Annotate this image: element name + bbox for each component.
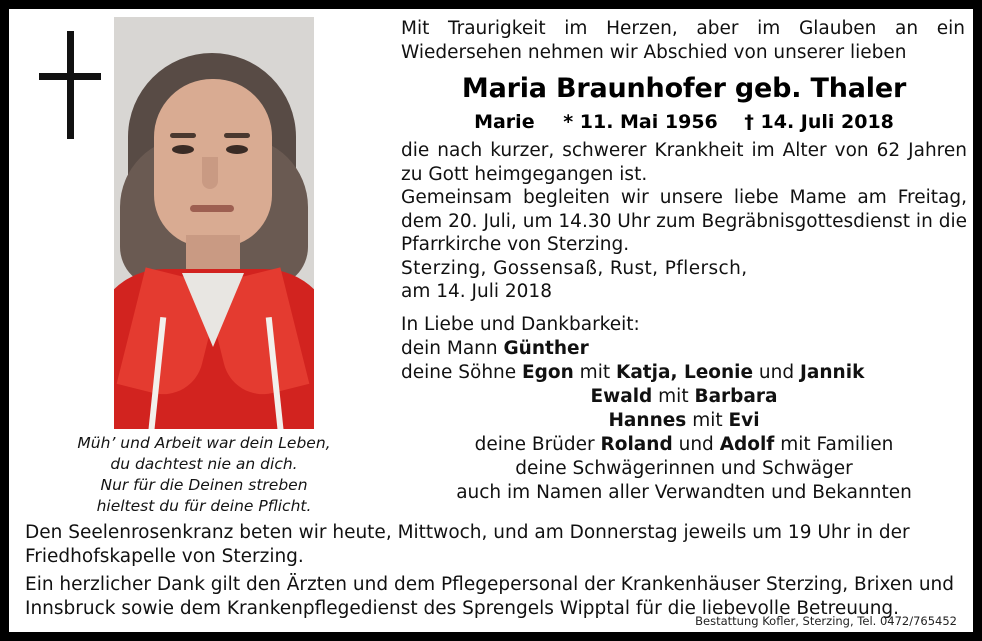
deceased-name: Maria Braunhofer geb. Thaler xyxy=(461,73,907,104)
portrait-mouth xyxy=(190,205,234,212)
family-member-name: Katja, Leonie xyxy=(615,361,754,383)
family-text: mit xyxy=(686,409,729,431)
bottom-section xyxy=(25,521,955,621)
family-text: und xyxy=(672,433,720,455)
family-member-name: Hannes xyxy=(608,409,687,431)
places-line: Sterzing, Gossensaß, Rust, Pflersch, xyxy=(401,257,748,279)
death-date: † 14. Juli 2018 xyxy=(744,111,894,133)
life-dates xyxy=(401,111,967,133)
family-line xyxy=(401,433,967,457)
cross-icon xyxy=(39,31,101,139)
family-lines xyxy=(401,337,967,505)
portrait-nose xyxy=(202,157,218,189)
family-text: deine Söhne xyxy=(401,361,523,383)
family-text: auch im Namen aller Verwandten und Bekannten xyxy=(456,481,912,503)
family-text: mit xyxy=(573,361,616,383)
memorial-verse xyxy=(9,433,399,517)
family-member-name: Barbara xyxy=(694,385,778,407)
family-text: deine Brüder xyxy=(474,433,601,455)
cross-horizontal-bar xyxy=(39,73,101,80)
rosary-text: Den Seelenrosenkranz beten wir heute, Mittwoch, und am Donnerstag jeweils um 19 Uhr in der Friedhofskapelle von Sterzing. xyxy=(25,522,910,567)
obituary-card xyxy=(9,9,973,632)
verse-line: hieltest du für deine Pflicht. xyxy=(96,497,312,515)
family-line xyxy=(401,337,967,361)
family-list xyxy=(401,313,967,505)
funeral-home-credit: Bestattung Kofler, Sterzing, Tel. 0472/765452 xyxy=(695,614,957,628)
family-line xyxy=(401,409,967,433)
family-line xyxy=(401,481,967,505)
verse-line: du dachtest nie an dich. xyxy=(110,455,298,473)
place-date-line: am 14. Juli 2018 xyxy=(401,281,552,302)
paragraph-funeral: Gemeinsam begleiten wir unsere liebe Mame am Freitag, dem 20. Juli, um 14.30 Uhr zum Begräbnisgottesdienst in die Pfarrkirche von Sterzing. xyxy=(401,187,967,255)
portrait-eyebrow-right xyxy=(224,133,250,138)
family-text: dein Mann xyxy=(401,337,504,359)
cross-vertical-bar xyxy=(67,31,74,139)
family-member-name: Adolf xyxy=(719,433,775,455)
family-member-name: Jannik xyxy=(800,361,865,383)
family-line xyxy=(401,361,967,385)
family-heading: In Liebe und Dankbarkeit: xyxy=(401,313,640,335)
family-text: mit Familien xyxy=(774,433,894,455)
family-member-name: Ewald xyxy=(590,385,653,407)
family-member-name: Günther xyxy=(503,337,589,359)
portrait-eye-right xyxy=(226,145,248,154)
family-text: und xyxy=(753,361,801,383)
birth-date: * 11. Mai 1956 xyxy=(563,111,718,133)
family-member-name: Egon xyxy=(522,361,574,383)
verse-line: Nur für die Deinen streben xyxy=(100,476,308,494)
portrait-eye-left xyxy=(172,145,194,154)
family-member-name: Roland xyxy=(600,433,673,455)
family-text: mit xyxy=(652,385,695,407)
notice-body xyxy=(401,139,967,304)
portrait-eyebrow-left xyxy=(170,133,196,138)
nickname: Marie xyxy=(474,111,535,133)
paragraph-illness: die nach kurzer, schwerer Krankheit im Alter von 62 Jahren zu Gott heimgegangen ist. xyxy=(401,140,967,185)
thanks-text: Ein herzlicher Dank gilt den Ärzten und dem Pflegepersonal der Krankenhäuser Sterzing, Brixen und Innsbruck sowie dem Krankenpflegedienst des Sprengels Wipptal für die liebevolle Betreuung. xyxy=(25,574,955,619)
family-line xyxy=(401,457,967,481)
family-member-name: Evi xyxy=(728,409,760,431)
right-column xyxy=(401,17,967,505)
family-line xyxy=(401,385,967,409)
portrait-photo xyxy=(114,17,314,429)
intro-text: Mit Traurigkeit im Herzen, aber im Glauben an ein Wiedersehen nehmen wir Abschied von unserer lieben xyxy=(401,18,965,63)
verse-line: Müh’ und Arbeit war dein Leben, xyxy=(77,434,331,452)
family-text: deine Schwägerinnen und Schwäger xyxy=(515,457,853,479)
